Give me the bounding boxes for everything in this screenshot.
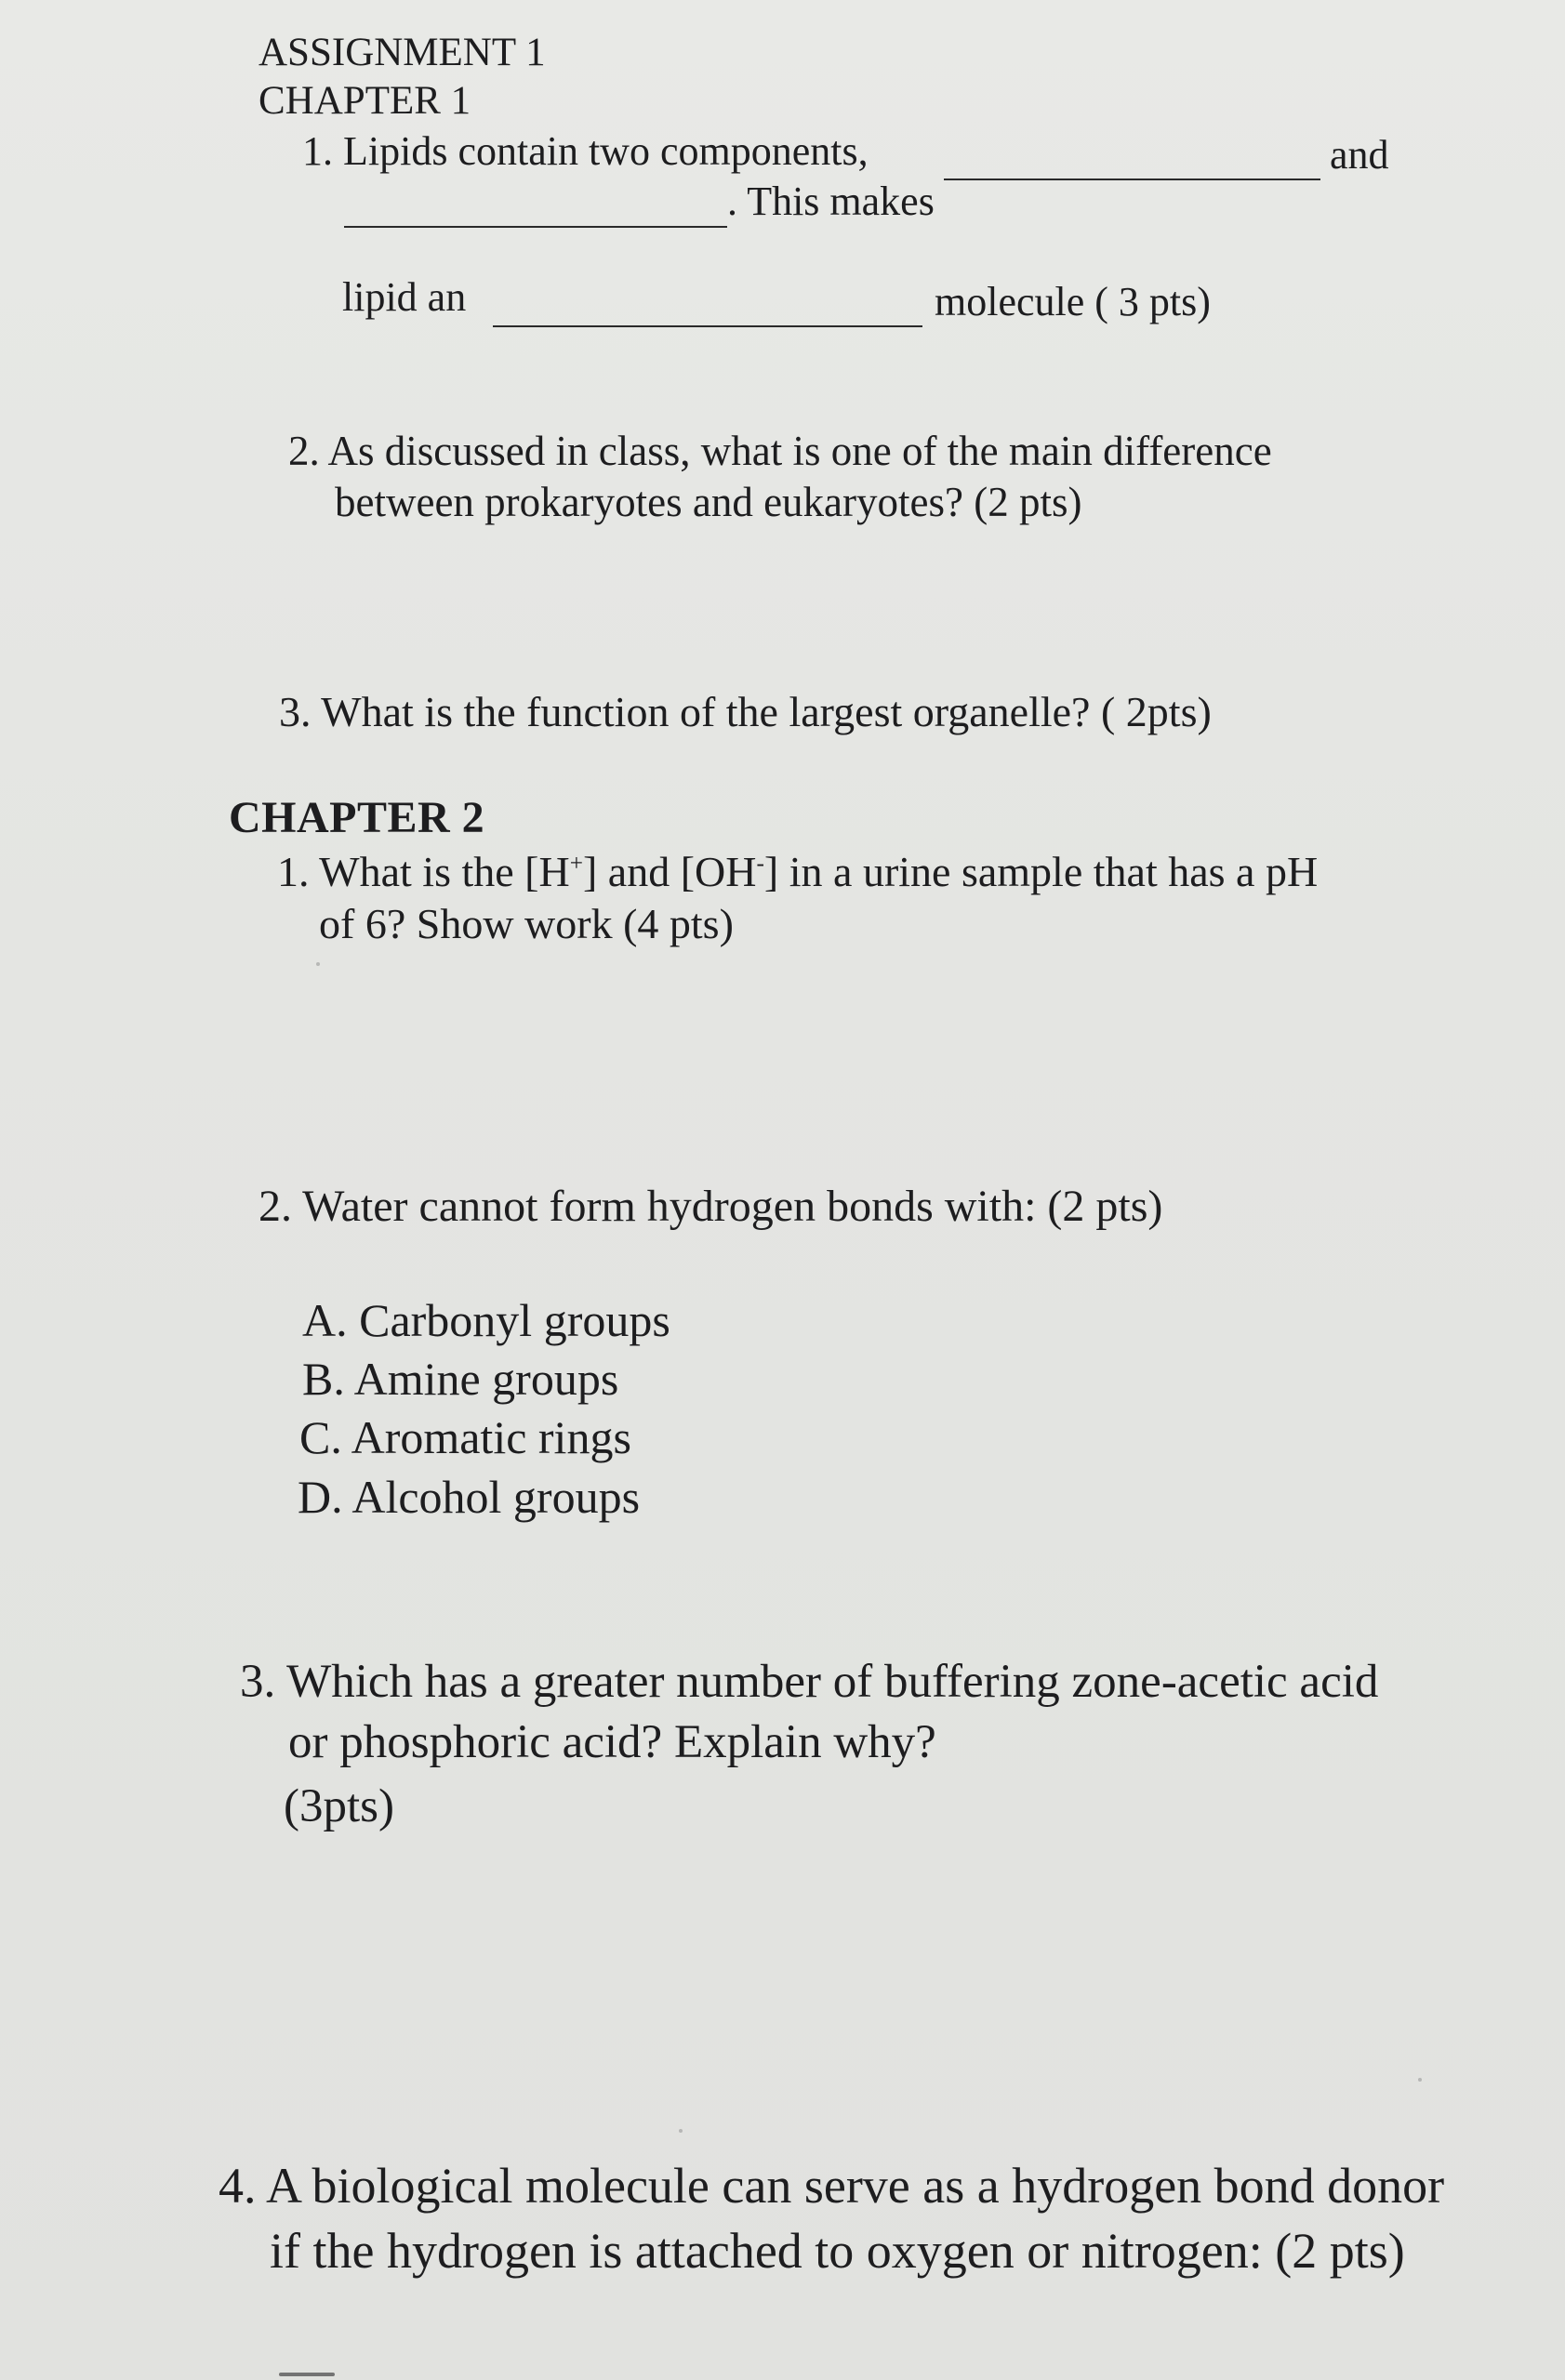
chapter2-heading: CHAPTER 2 xyxy=(229,793,485,842)
ch2-q4-line2: if the hydrogen is attached to oxygen or nitrogen: (2 pts) xyxy=(270,2223,1405,2279)
ch1-q2-line1: 2. As discussed in class, what is one of the main difference xyxy=(288,428,1272,474)
chapter1-heading: CHAPTER 1 xyxy=(259,79,471,123)
ch1-q1-line1-start: 1. Lipids contain two components, xyxy=(302,128,869,174)
ch2-q2-option-c[interactable]: C. Aromatic rings xyxy=(299,1411,631,1463)
ch2-q2-option-b[interactable]: B. Amine groups xyxy=(302,1353,619,1405)
ch1-q1-blank-3[interactable] xyxy=(493,325,922,327)
assignment-title: ASSIGNMENT 1 xyxy=(259,31,546,74)
ch1-q1-blank-1[interactable] xyxy=(944,178,1320,180)
ch2-q3-line3: (3pts) xyxy=(284,1780,394,1832)
ch2-q1-line2: of 6? Show work (4 pts) xyxy=(319,900,734,947)
ch1-q3-line1: 3. What is the function of the largest organelle? ( 2pts) xyxy=(279,688,1212,735)
cutoff-next-line xyxy=(279,2361,353,2380)
ch2-q3-line2: or phosphoric acid? Explain why? xyxy=(288,1716,936,1768)
ch1-q1-line3-start: lipid an xyxy=(342,274,467,320)
ch1-q2-line2: between prokaryotes and eukaryotes? (2 pts) xyxy=(335,479,1082,525)
ch2-q1-line1: 1. What is the [H+] and [OH-] in a urine sample that has a pH xyxy=(277,848,1319,895)
ch2-q2-option-a[interactable]: A. Carbonyl groups xyxy=(302,1294,670,1346)
ch1-q1-blank-2[interactable] xyxy=(344,226,727,228)
ch1-q1-line1-end: and xyxy=(1330,132,1389,178)
ch1-q1-line2-end: . This makes xyxy=(727,178,935,224)
ch2-q4-line1: 4. A biological molecule can serve as a hydrogen bond donor xyxy=(219,2158,1445,2214)
paper-speck xyxy=(316,962,320,966)
paper-speck xyxy=(1418,2078,1422,2082)
ch2-q2-stem: 2. Water cannot form hydrogen bonds with: (2 pts) xyxy=(259,1182,1163,1231)
ch2-q3-line1: 3. Which has a greater number of buffering zone-acetic acid xyxy=(240,1656,1379,1708)
ch2-q2-option-d[interactable]: D. Alcohol groups xyxy=(298,1471,641,1523)
paper-speck xyxy=(679,2129,683,2133)
ch1-q1-line3-end: molecule ( 3 pts) xyxy=(935,279,1211,324)
